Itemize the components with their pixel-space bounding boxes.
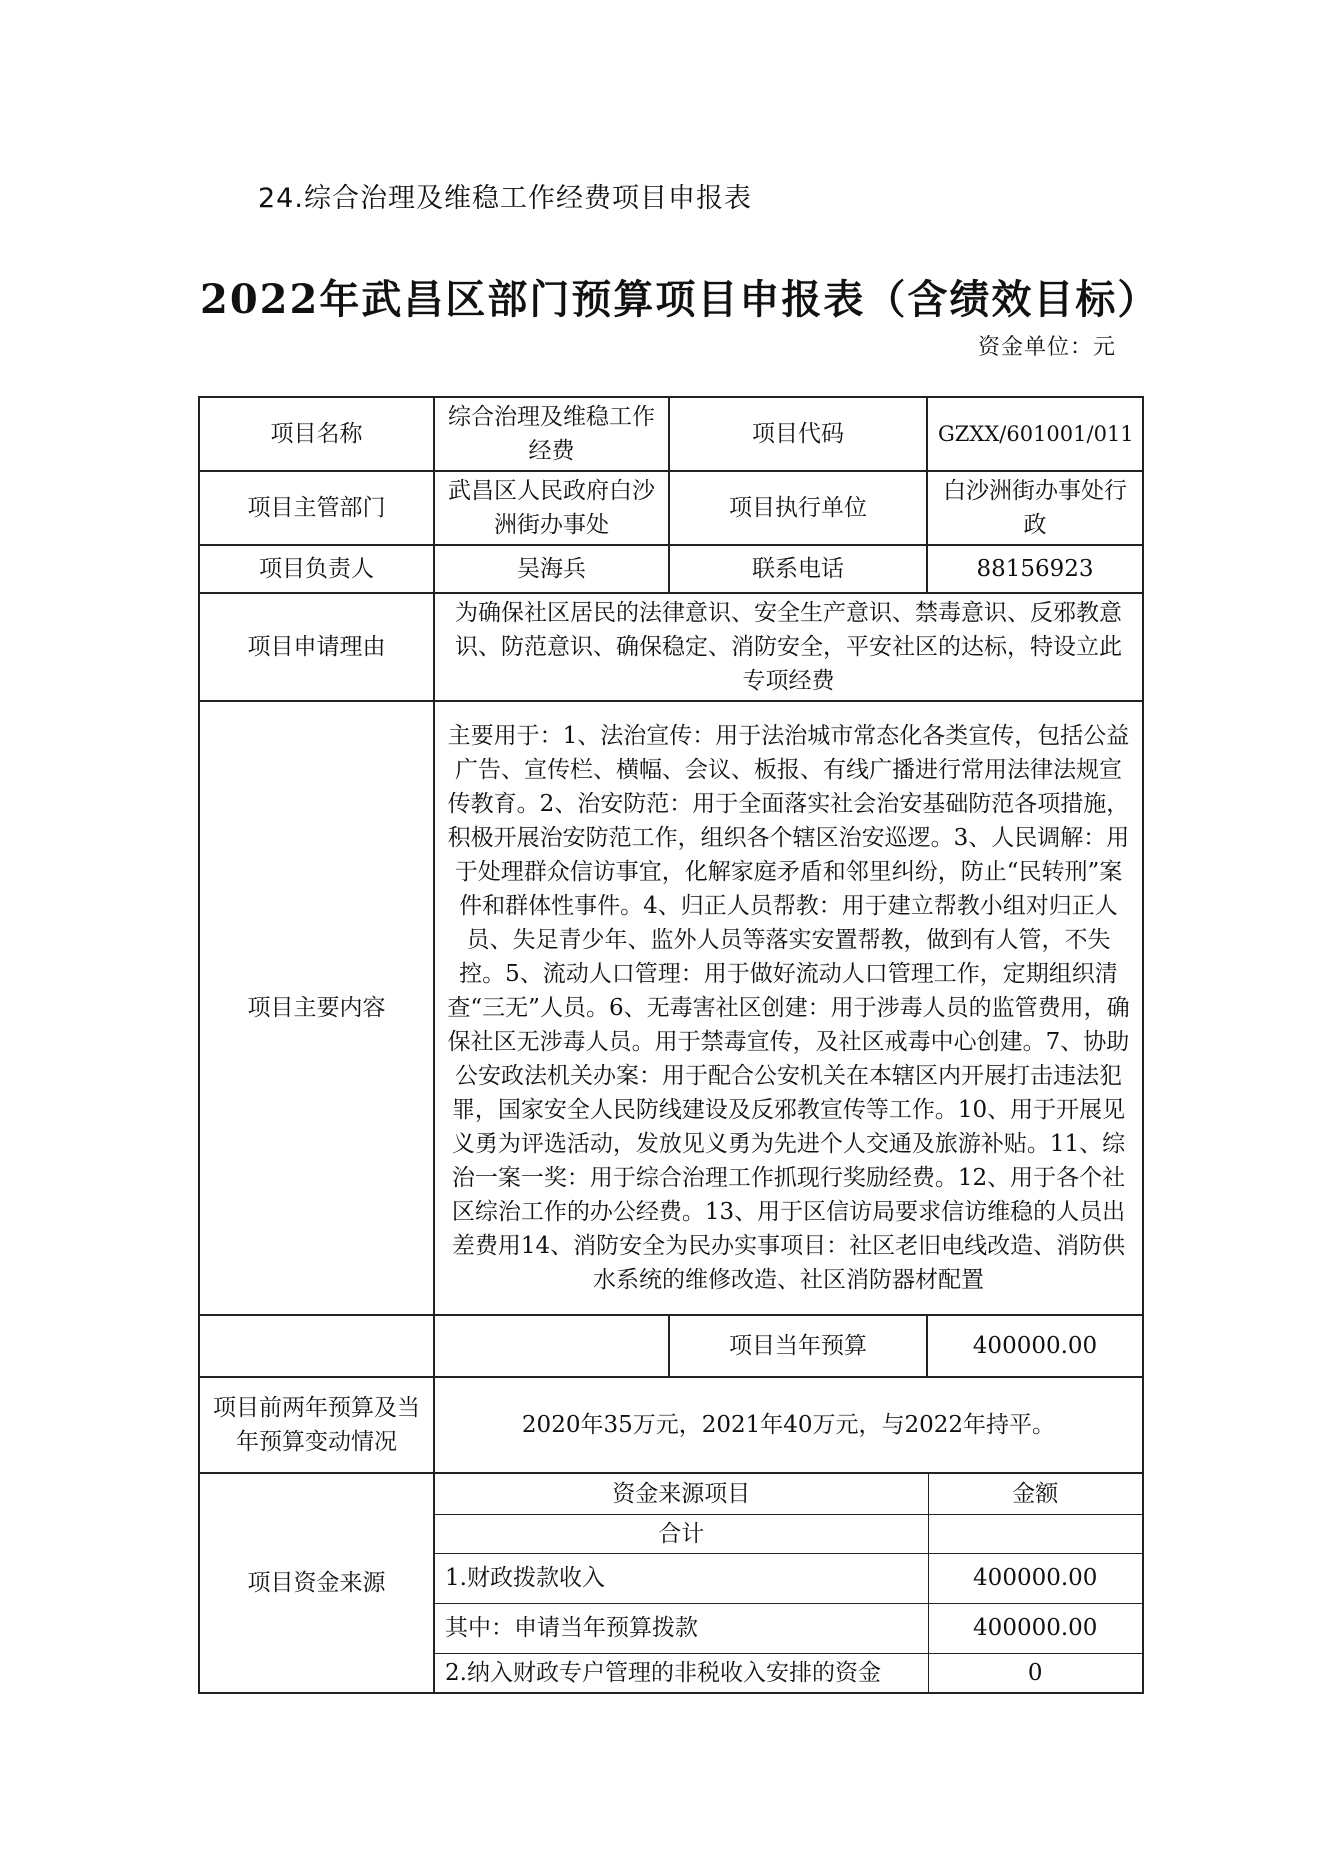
funding-total-value xyxy=(928,1514,1142,1553)
project-code-value: GZXX/601001/011 xyxy=(927,397,1143,471)
owner-value: 吴海兵 xyxy=(434,545,669,593)
project-name-label: 项目名称 xyxy=(199,397,434,471)
history-value: 2020年35万元，2021年40万元，与2022年持平。 xyxy=(434,1377,1143,1473)
reason-value: 为确保社区居民的法律意识、安全生产意识、禁毒意识、反邪教意识、防范意识、确保稳定、消防安全，平安社区的达标，特设立此专项经费 xyxy=(434,593,1143,701)
empty-cell xyxy=(199,1315,434,1377)
funding-item-value: 0 xyxy=(928,1653,1142,1692)
funding-table xyxy=(435,1474,1142,1692)
budget-label: 项目当年预算 xyxy=(669,1315,927,1377)
empty-cell xyxy=(434,1315,669,1377)
project-name-value: 综合治理及维稳工作经费 xyxy=(434,397,669,471)
table-row xyxy=(435,1514,1142,1553)
funding-cell xyxy=(434,1473,1143,1693)
section-heading: 24.综合治理及维稳工作经费项目申报表 xyxy=(258,183,752,214)
phone-value: 88156923 xyxy=(927,545,1143,593)
content-value: 主要用于：1、法治宣传：用于法治城市常态化各类宣传，包括公益广告、宣传栏、横幅、会议、板报、有线广播进行常用法律法规宣传教育。2、治安防范：用于全面落实社会治安基础防范各项措施，积极开展治安防范工作，组织各个辖区治安巡逻。3、人民调解：用于处理群众信访事宜，化解家庭矛盾和邻里纠纷，防止“民转刑”案件和群体性事件。4、归正人员帮教：用于建立帮教小组对归正人员、失足青少年、监外人员等落实安置帮教，做到有人管，不失控。5、流动人口管理：用于做好流动人口管理工作，定期组织清查“三无”人员。6、无毒害社区创建：用于涉毒人员的监管费用，确保社区无涉毒人员。用于禁毒宣传，及社区戒毒中心创建。7、协助公安政法机关办案：用于配合公安机关在本辖区内开展打击违法犯罪，国家安全人民防线建设及反邪教宣传等工作。10、用于开展见义勇为评选活动，发放见义勇为先进个人交通及旅游补贴。11、综治一案一奖：用于综合治理工作抓现行奖励经费。12、用于各个社区综治工作的办公经费。13、用于区信访局要求信访维稳的人员出差费用14、消防安全为民办实事项目：社区老旧电线改造、消防供水系统的维修改造、社区消防器材配置 xyxy=(434,701,1143,1315)
table-row xyxy=(435,1653,1142,1692)
page-title: 2022年武昌区部门预算项目申报表（含绩效目标） xyxy=(200,276,1160,323)
content-label: 项目主要内容 xyxy=(199,701,434,1315)
table-row xyxy=(435,1603,1142,1653)
funding-total-label: 合计 xyxy=(435,1514,928,1553)
funding-item-label: 其中：申请当年预算拨款 xyxy=(435,1603,928,1653)
table-row xyxy=(435,1553,1142,1603)
funding-item-value: 400000.00 xyxy=(928,1603,1142,1653)
table-row xyxy=(435,1474,1142,1514)
table-row xyxy=(199,593,1143,701)
table-row xyxy=(199,1315,1143,1377)
table-row xyxy=(199,701,1143,1315)
funding-source-header: 资金来源项目 xyxy=(435,1474,928,1514)
reason-label: 项目申请理由 xyxy=(199,593,434,701)
table-row xyxy=(199,471,1143,545)
owner-label: 项目负责人 xyxy=(199,545,434,593)
table-row xyxy=(199,1377,1143,1473)
funding-item-value: 400000.00 xyxy=(928,1553,1142,1603)
budget-value: 400000.00 xyxy=(927,1315,1143,1377)
exec-unit-label: 项目执行单位 xyxy=(669,471,927,545)
table-row xyxy=(199,1473,1143,1693)
dept-value: 武昌区人民政府白沙洲街办事处 xyxy=(434,471,669,545)
funding-amount-header: 金额 xyxy=(928,1474,1142,1514)
funding-label: 项目资金来源 xyxy=(199,1473,434,1693)
budget-application-table xyxy=(198,396,1144,1694)
funding-item-label: 2.纳入财政专户管理的非税收入安排的资金 xyxy=(435,1653,928,1692)
history-label: 项目前两年预算及当年预算变动情况 xyxy=(199,1377,434,1473)
funding-item-label: 1.财政拨款收入 xyxy=(435,1553,928,1603)
dept-label: 项目主管部门 xyxy=(199,471,434,545)
project-code-label: 项目代码 xyxy=(669,397,927,471)
currency-unit: 资金单位：元 xyxy=(978,335,1117,360)
table-row xyxy=(199,545,1143,593)
exec-unit-value: 白沙洲街办事处行政 xyxy=(927,471,1143,545)
phone-label: 联系电话 xyxy=(669,545,927,593)
table-row xyxy=(199,397,1143,471)
